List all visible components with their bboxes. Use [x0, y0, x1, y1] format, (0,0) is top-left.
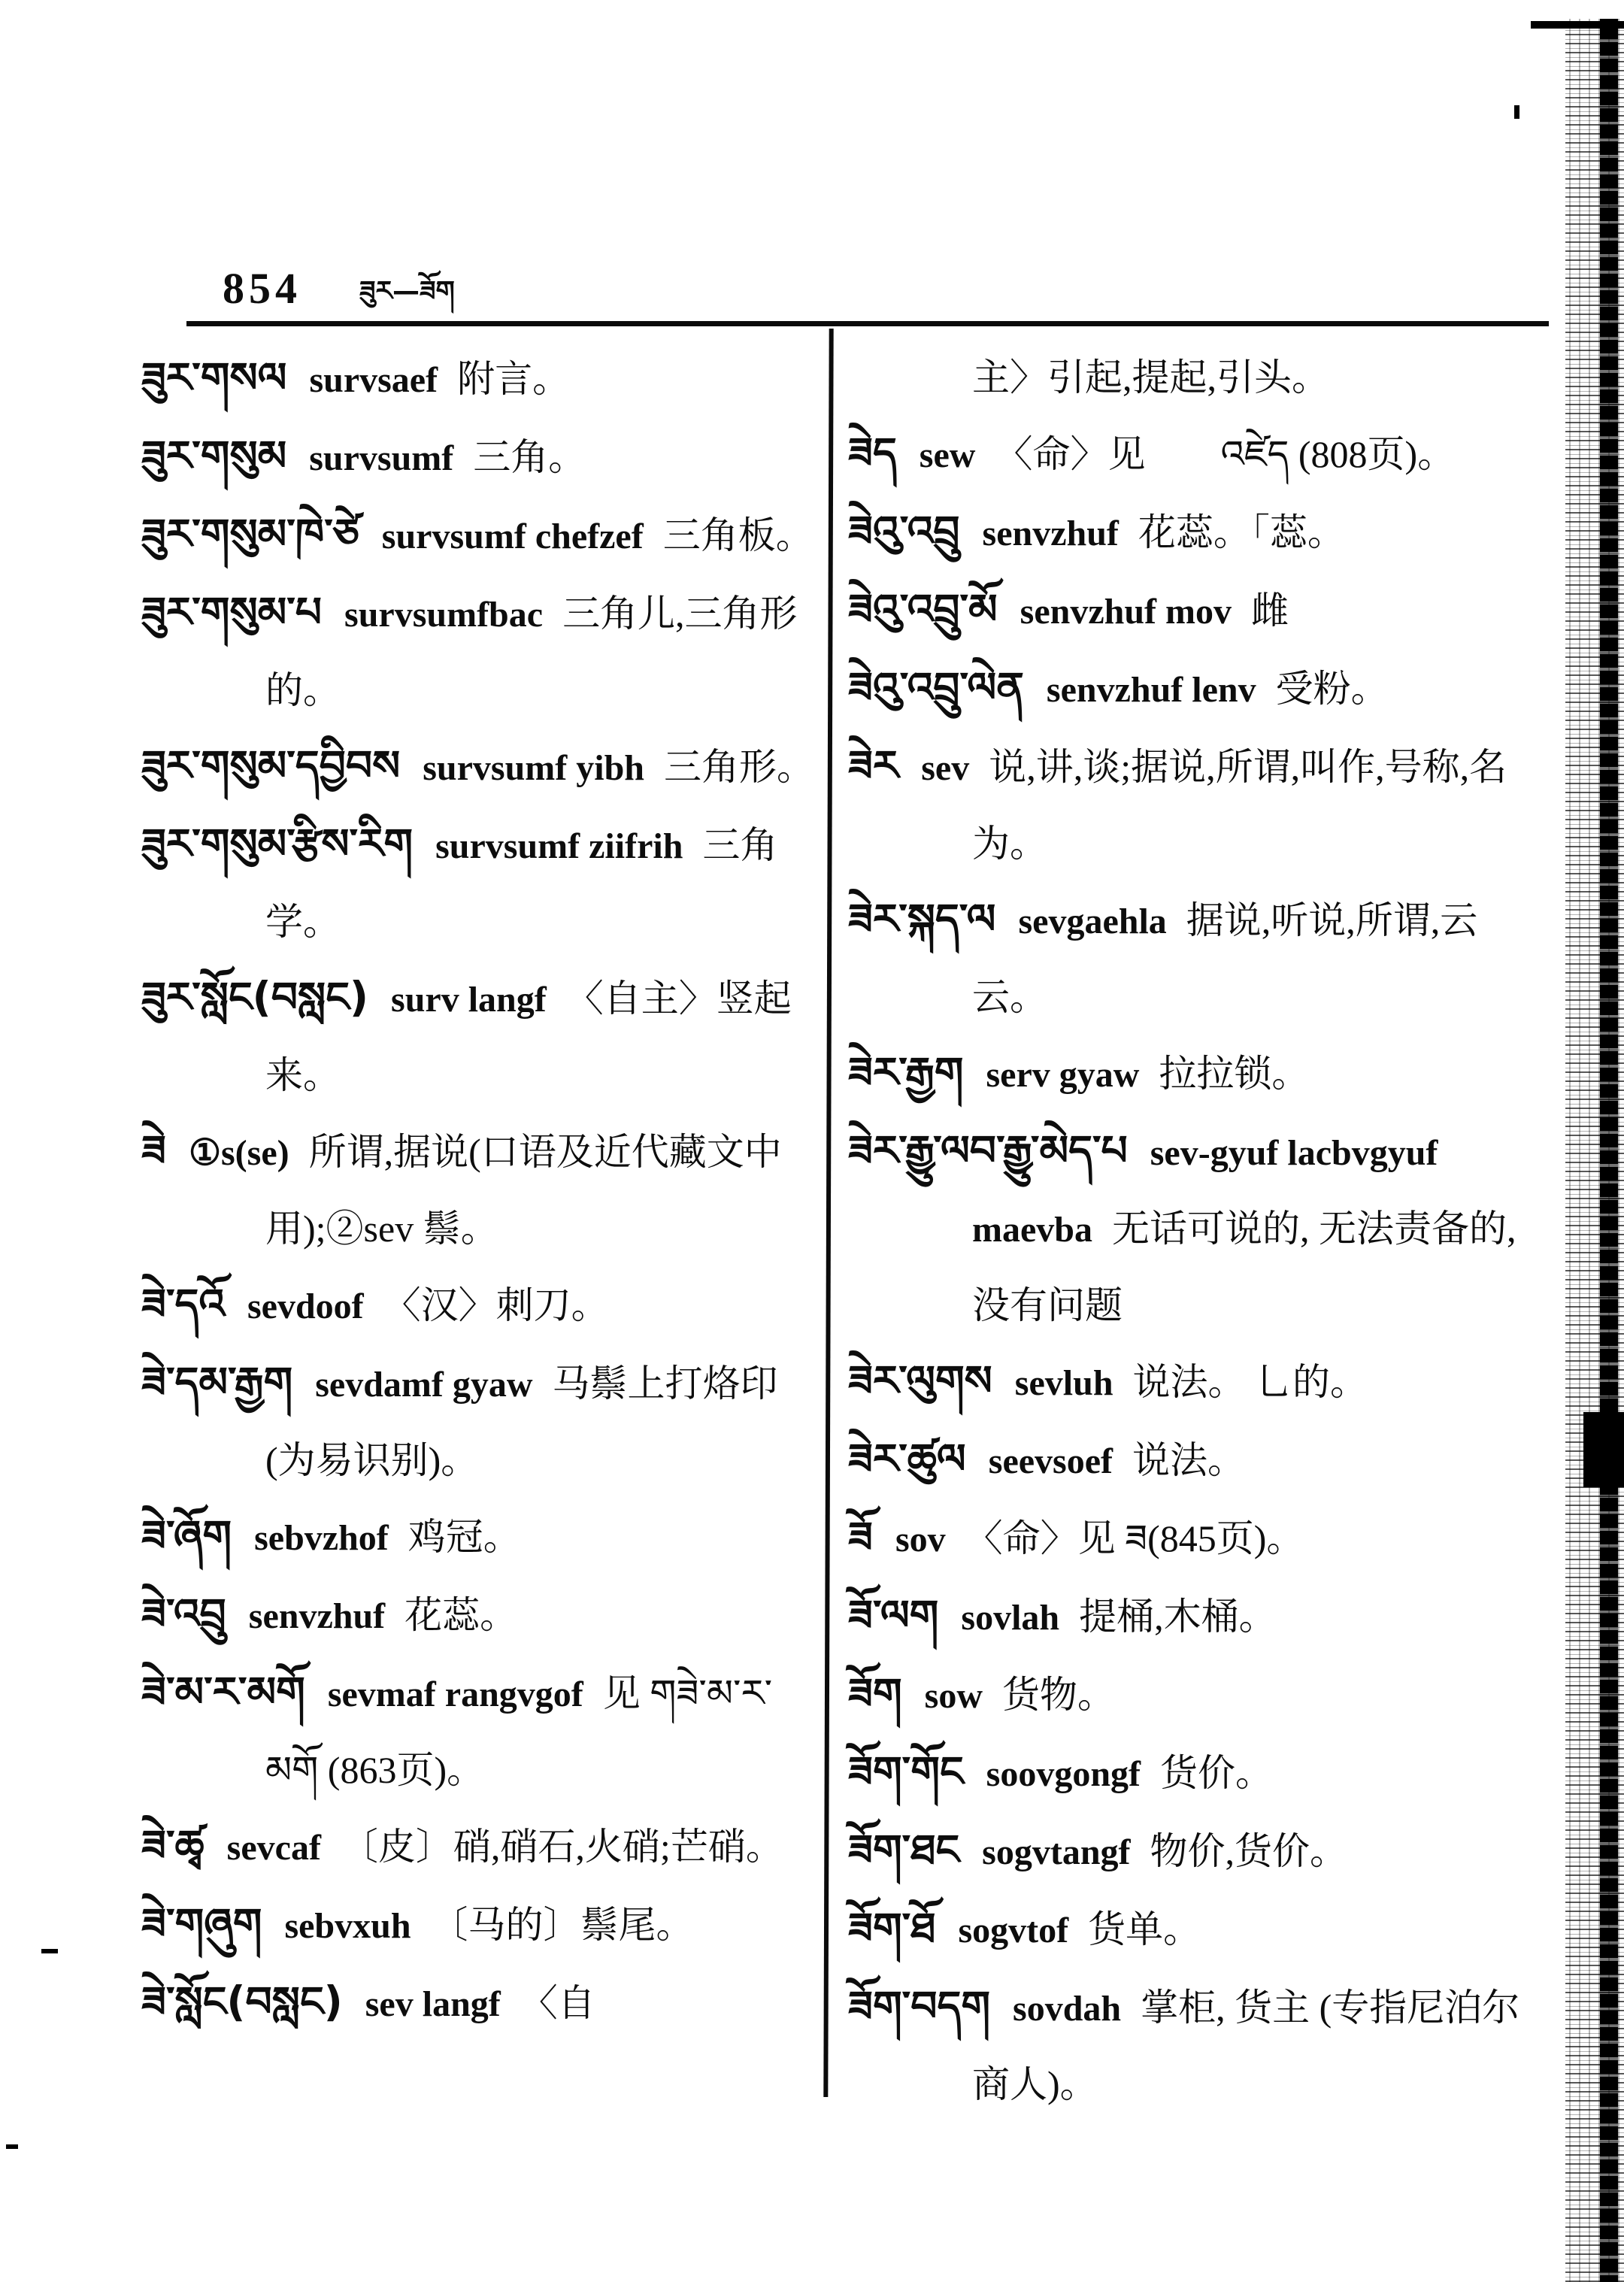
chinese-definition: 三角学。: [265, 824, 778, 943]
romanization: sovlah: [961, 1598, 1060, 1638]
romanization: sev langf: [365, 1984, 501, 2024]
chinese-definition: 受粉。: [1275, 668, 1389, 710]
dictionary-entry: [848, 493, 1547, 571]
romanization: survsumf ziifrih: [435, 826, 683, 866]
chinese-definition: 三角板。: [662, 514, 814, 556]
tibetan-headword: ཟུར་གསུམ་རྩིས་རིག: [141, 820, 414, 868]
tibetan-headword: ཟུར་གསུམ་ཁེ་ཙེ: [141, 510, 359, 558]
chinese-definition: 〔马的〕鬃尾。: [430, 1904, 694, 1946]
chinese-definition: 见 གཟེ་མ་ར་མགོ (863页)。: [265, 1672, 773, 1791]
tibetan-headword: ཟེ: [141, 1126, 166, 1174]
scan-speck: [41, 1949, 58, 1953]
chinese-definition: 三角。: [473, 436, 586, 478]
chinese-definition: 花蕊。「蕊。: [1138, 511, 1345, 553]
romanization: sovdah: [1013, 1989, 1122, 2029]
tibetan-headword: ཟེར: [848, 741, 899, 789]
chinese-definition: 花蕊。: [404, 1594, 518, 1636]
page-edge-tab: [1583, 1412, 1624, 1487]
chinese-definition: 〔皮〕硝,硝石,火硝;芒硝。: [340, 1826, 783, 1868]
dictionary-entry: [141, 1886, 824, 1964]
column-divider: [823, 329, 833, 2097]
tibetan-headword: ཟོག་ཐང: [848, 1826, 960, 1874]
romanization: surv langf: [391, 980, 547, 1020]
dictionary-entry: [848, 571, 1547, 650]
chinese-definition: 提桶,木桶。: [1079, 1596, 1277, 1638]
dictionary-entry: [141, 340, 824, 418]
romanization: senvzhuf lenv: [1046, 670, 1256, 710]
romanization: senvzhuf: [982, 514, 1119, 553]
header-rule: [186, 321, 1549, 326]
romanization: survsaef: [309, 360, 438, 400]
tibetan-headword: ཟོ་ལག: [848, 1591, 939, 1639]
romanization: survsumf: [309, 438, 454, 478]
dictionary-entry: [848, 881, 1547, 1035]
dictionary-entry: [141, 806, 824, 959]
tibetan-headword: ཟུར་གསུམ: [141, 432, 287, 480]
chinese-definition: 物价,货价。: [1150, 1830, 1348, 1872]
romanization: soovgongf: [986, 1754, 1141, 1794]
romanization: sebvzhof: [254, 1518, 389, 1558]
chinese-definition: 〈汉〉刺刀。: [383, 1284, 609, 1326]
dictionary-entry: [141, 728, 824, 806]
romanization: ①s(se): [188, 1133, 289, 1173]
tibetan-headword: ཟེ་དམ་རྒྱག: [141, 1358, 293, 1406]
tibetan-headword: ཟེ་ཚྭ: [141, 1821, 205, 1869]
tibetan-headword: ཟེ་གཞུག: [141, 1899, 262, 1947]
dictionary-entry: [848, 1734, 1547, 1812]
tibetan-headword: ཟེའུ་འབྲུ: [848, 507, 960, 555]
tibetan-headword: ཟེའུ་འབྲུ་ལེན: [848, 663, 1024, 711]
chinese-definition: 货物。: [1002, 1674, 1116, 1716]
romanization: survsumfbac: [344, 595, 544, 635]
romanization: sevdamf gyaw: [315, 1365, 533, 1405]
dictionary-entry: [848, 650, 1547, 728]
left-column: [141, 340, 824, 2042]
chinese-definition: 掌柜, 货主 (专指尼泊尔商人)。: [972, 1987, 1520, 2105]
dictionary-entry: [848, 1421, 1547, 1499]
scan-speck: [6, 2144, 18, 2149]
right-column: [848, 340, 1547, 2122]
dictionary-entry: [141, 1654, 824, 1808]
tibetan-headword: ཟེར་ལུགས: [848, 1356, 992, 1405]
dictionary-entry: [141, 574, 824, 728]
chinese-definition: 主〉引起,提起,引头。: [972, 356, 1329, 399]
dictionary-entry: [848, 415, 1547, 493]
dictionary-entry: [141, 1266, 824, 1344]
tibetan-headword: ཟེ་མ་ར་མགོ: [141, 1668, 305, 1716]
romanization: sogvtangf: [982, 1832, 1131, 1872]
dictionary-entry: [848, 728, 1547, 881]
chinese-definition: 无话可说的, 无法责备的, 没有问题: [972, 1208, 1516, 1326]
dictionary-entry: [848, 1035, 1547, 1113]
chinese-definition: 货价。: [1160, 1752, 1274, 1794]
tibetan-headword: ཟེར་རྒྱུ་ལབ་རྒྱུ་མེད་པ: [848, 1126, 1128, 1174]
chinese-definition: 〈命〉见 འཛེད (808页)。: [995, 433, 1456, 475]
tibetan-headword: ཟེ་སློང(བསླང): [141, 1977, 343, 2026]
romanization: sogvtof: [958, 1911, 1069, 1950]
dictionary-entry: [848, 1499, 1547, 1577]
romanization: sev-gyuf lacbvgyuf maevba: [972, 1133, 1438, 1250]
romanization: sow: [924, 1676, 983, 1716]
romanization: sebvxuh: [284, 1906, 411, 1946]
chinese-definition: 〈自主〉竖起来。: [265, 977, 792, 1096]
romanization: sevcaf: [226, 1828, 321, 1868]
tibetan-headword: ཟོག་ཐོ: [848, 1904, 936, 1952]
page-number: 854: [223, 264, 301, 313]
dictionary-entry: [848, 1113, 1547, 1343]
dictionary-entry: [141, 418, 824, 496]
romanization: seevsoef: [988, 1441, 1113, 1481]
tibetan-headword: ཟུར་གསལ: [141, 353, 287, 402]
chinese-definition: 三角形。: [664, 746, 814, 788]
romanization: survsumf yibh: [423, 748, 644, 788]
chinese-definition: 说,讲,谈;据说,所谓,叫作,号称,名为。: [972, 746, 1507, 865]
romanization: sevmaf rangvgof: [327, 1674, 583, 1714]
tibetan-headword: ཟེ་ཞོག: [141, 1511, 232, 1559]
dictionary-entry: [848, 340, 1547, 415]
tibetan-headword: ཟོག་གོང: [848, 1747, 964, 1796]
dictionary-entry: [141, 1498, 824, 1576]
tibetan-headword: ཟུར་གསུམ་དབྱིབས: [141, 741, 401, 789]
dictionary-entry: [141, 1576, 824, 1654]
romanization: sov: [895, 1520, 946, 1559]
romanization: sevluh: [1014, 1363, 1113, 1403]
chinese-definition: 拉拉锁。: [1159, 1053, 1310, 1095]
romanization: sev: [921, 748, 970, 788]
dictionary-entry: [141, 959, 824, 1113]
chinese-definition: 〈自: [520, 1982, 595, 2024]
tibetan-headword: ཟེ་དའོ: [141, 1280, 225, 1328]
chinese-definition: 货单。: [1088, 1908, 1201, 1950]
tibetan-headword: ཟུར་སློང(བསླང): [141, 973, 369, 1021]
dictionary-entry: [848, 1812, 1547, 1890]
header-tibetan-range: ཟུར—ཟོག: [359, 276, 455, 307]
dictionary-entry: [141, 1344, 824, 1498]
romanization: senvzhuf: [248, 1596, 386, 1636]
tibetan-headword: ཟེའུ་འབྲུ་མོ: [848, 585, 998, 633]
romanization: sew: [919, 435, 976, 475]
romanization: sevdoof: [247, 1286, 364, 1326]
chinese-definition: 所谓,据说(口语及近代藏文中用);②sev 鬃。: [265, 1131, 782, 1250]
tibetan-headword: ཟུར་གསུམ་པ: [141, 588, 323, 636]
tibetan-headword: ཟེ་འབྲུ: [141, 1590, 226, 1638]
dictionary-entry: [848, 1343, 1547, 1421]
tibetan-headword: ཟོ: [848, 1513, 873, 1561]
tibetan-headword: ཟོག: [848, 1669, 902, 1717]
scan-speck: [1514, 105, 1519, 119]
chinese-definition: 说法。 乚的。: [1132, 1361, 1368, 1403]
scanner-noise-core: [1600, 19, 1618, 2282]
dictionary-entry: [848, 1577, 1547, 1656]
tibetan-headword: ཟེར་ཚུལ: [848, 1435, 966, 1483]
dictionary-entry: [141, 1113, 824, 1266]
dictionary-entry: [848, 1968, 1547, 2122]
tibetan-headword: ཟེར་རྒྱག: [848, 1048, 964, 1096]
dictionary-entry: [141, 1964, 824, 2042]
dictionary-entry: [848, 1890, 1547, 1968]
romanization: senvzhuf mov: [1020, 592, 1232, 632]
chinese-definition: 雌: [1251, 589, 1289, 632]
tibetan-headword: ཟེར་སྐད་ལ: [848, 895, 996, 943]
romanization: serv gyaw: [986, 1055, 1140, 1095]
romanization: survsumf chefzef: [381, 517, 644, 556]
chinese-definition: 据说,听说,所谓,云云。: [972, 899, 1478, 1018]
chinese-definition: 附言。: [457, 358, 571, 400]
chinese-definition: 鸡冠。: [408, 1516, 521, 1558]
dictionary-entry: [141, 496, 824, 574]
chinese-definition: 马鬃上打烙印(为易识别)。: [265, 1362, 778, 1481]
dictionary-entry: [848, 1656, 1547, 1734]
romanization: sevgaehla: [1018, 902, 1167, 941]
chinese-definition: 〈命〉见 ཟ(845页)。: [965, 1517, 1304, 1559]
chinese-definition: 说法。: [1132, 1439, 1246, 1481]
chinese-definition: 三角儿,三角形的。: [265, 592, 798, 711]
tibetan-headword: ཟེད: [848, 429, 897, 477]
tibetan-headword: ཟོག་བདག: [848, 1982, 991, 2030]
scan-top-bar: [1531, 21, 1624, 29]
dictionary-entry: [141, 1808, 824, 1886]
